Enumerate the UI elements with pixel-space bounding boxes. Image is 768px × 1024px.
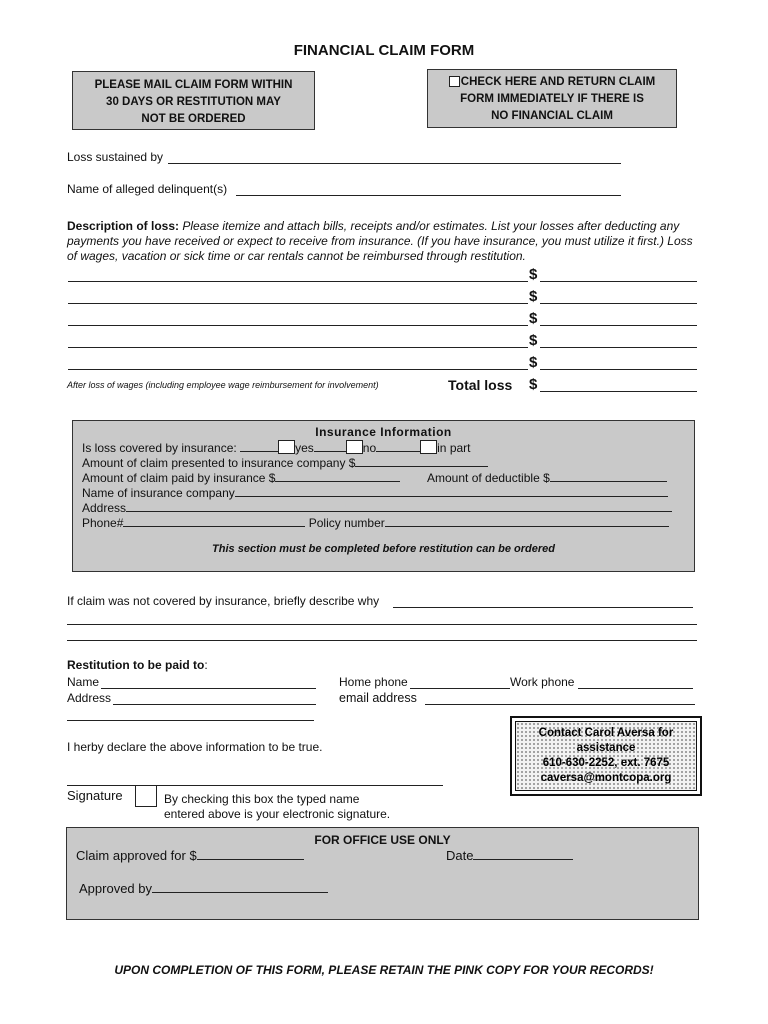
claim-approved-label: Claim approved for $ bbox=[76, 848, 197, 863]
delinquent-label: Name of alleged delinquent(s) bbox=[67, 182, 228, 196]
yes-checkbox[interactable] bbox=[278, 440, 295, 454]
approved-by-label: Approved by bbox=[79, 881, 152, 896]
loss-item-dollar-1: $ bbox=[529, 266, 538, 283]
contact-line-2: assistance bbox=[576, 742, 636, 754]
contact-email[interactable]: caversa@montcopa.org bbox=[540, 772, 672, 784]
date-row bbox=[446, 848, 573, 863]
wages-note: After loss of wages (including employee wage reimbursement for involvement) bbox=[67, 380, 379, 390]
paid-label: Amount of claim paid by insurance $ bbox=[82, 471, 276, 485]
restitution-heading: Restitution to be paid to bbox=[67, 658, 205, 672]
insurance-note: This section must be completed before restitution can be ordered bbox=[212, 543, 555, 555]
insurance-section bbox=[72, 420, 695, 572]
loss-item-amount-1[interactable] bbox=[540, 281, 697, 282]
description-label: Description of loss: bbox=[67, 219, 180, 233]
restitution-colon: : bbox=[204, 658, 208, 672]
description-text: Please itemize and attach bills, receipts and/or estimates. List your losses after deducting any payments you have received or expect to receive from insurance. (If you have insurance, you must utilize it first.) Loss of wages, vacation or sick time or car rentals cannot be reimbursed through restitution. bbox=[67, 219, 693, 263]
no-claim-line-2: FORM IMMEDIATELY IF THERE IS bbox=[460, 93, 644, 105]
loss-item-amount-4[interactable] bbox=[540, 347, 697, 348]
loss-item-dollar-3: $ bbox=[529, 310, 538, 327]
presented-label: Amount of claim presented to insurance company $ bbox=[82, 456, 356, 470]
declaration-text: I herby declare the above information to be true. bbox=[67, 740, 323, 754]
esign-text bbox=[164, 792, 390, 822]
not-covered-label: If claim was not covered by insurance, briefly describe why bbox=[67, 594, 380, 608]
total-loss-field[interactable] bbox=[540, 391, 697, 392]
rest-name-label: Name bbox=[67, 675, 100, 689]
policy-field[interactable] bbox=[385, 515, 669, 527]
paid-row bbox=[82, 470, 400, 485]
company-field[interactable] bbox=[235, 485, 668, 497]
loss-item-dollar-4: $ bbox=[529, 332, 538, 349]
policy-label: Policy number bbox=[308, 516, 385, 530]
loss-item-line-2[interactable] bbox=[68, 303, 528, 304]
typed-name-field[interactable] bbox=[67, 785, 443, 786]
covered-fill-3 bbox=[376, 440, 420, 452]
date-field[interactable] bbox=[473, 848, 573, 860]
contact-box bbox=[510, 716, 702, 796]
form-title: FINANCIAL CLAIM FORM bbox=[293, 42, 475, 59]
loss-item-dollar-2: $ bbox=[529, 288, 538, 305]
ins-address-row bbox=[82, 500, 672, 515]
not-covered-field-2[interactable] bbox=[67, 624, 697, 625]
loss-item-line-1[interactable] bbox=[68, 281, 528, 282]
no-claim-notice-box bbox=[427, 69, 677, 128]
phone-label: Phone# bbox=[82, 516, 124, 530]
no-checkbox[interactable] bbox=[346, 440, 363, 454]
footer-note: UPON COMPLETION OF THIS FORM, PLEASE RETAIN THE PINK COPY FOR YOUR RECORDS! bbox=[114, 963, 654, 977]
deductible-row bbox=[427, 470, 667, 485]
loss-item-dollar-5: $ bbox=[529, 354, 538, 371]
not-covered-field-1[interactable] bbox=[393, 607, 693, 608]
loss-item-line-3[interactable] bbox=[68, 325, 528, 326]
rest-name-field[interactable] bbox=[101, 688, 316, 689]
loss-sustained-field[interactable] bbox=[168, 163, 621, 164]
loss-item-line-5[interactable] bbox=[68, 369, 528, 370]
no-claim-checkbox[interactable] bbox=[449, 76, 460, 87]
contact-line-1: Contact Carol Aversa for bbox=[538, 727, 674, 739]
contact-line-3: 610-630-2252, ext. 7675 bbox=[542, 757, 670, 769]
contact-inner bbox=[515, 721, 697, 791]
description-block bbox=[67, 219, 697, 264]
no-label: no bbox=[362, 441, 377, 455]
loss-item-line-4[interactable] bbox=[68, 347, 528, 348]
rest-address-field-2[interactable] bbox=[67, 720, 314, 721]
rest-address-field[interactable] bbox=[113, 704, 316, 705]
approved-by-field[interactable] bbox=[152, 881, 328, 893]
not-covered-field-3[interactable] bbox=[67, 640, 697, 641]
covered-fill-1 bbox=[240, 440, 278, 452]
no-claim-line-3: NO FINANCIAL CLAIM bbox=[491, 110, 613, 122]
covered-label: Is loss covered by insurance: bbox=[82, 441, 237, 455]
ins-address-field[interactable] bbox=[126, 500, 672, 512]
loss-item-amount-2[interactable] bbox=[540, 303, 697, 304]
mail-notice-line-3: NOT BE ORDERED bbox=[141, 113, 246, 125]
mail-notice-line-1: PLEASE MAIL CLAIM FORM WITHIN bbox=[94, 79, 293, 91]
mail-notice-box bbox=[72, 71, 315, 130]
esign-line-2: entered above is your electronic signature. bbox=[164, 807, 391, 821]
email-label: email address bbox=[339, 691, 417, 705]
total-loss-dollar: $ bbox=[529, 376, 538, 393]
presented-row bbox=[82, 455, 488, 470]
mail-notice-line-2: 30 DAYS OR RESTITUTION MAY bbox=[106, 96, 281, 108]
claim-approved-row bbox=[76, 848, 304, 863]
work-phone-label: Work phone bbox=[510, 675, 575, 689]
office-use-section bbox=[66, 827, 699, 920]
insurance-heading: Insurance Information bbox=[315, 425, 452, 439]
loss-item-amount-3[interactable] bbox=[540, 325, 697, 326]
claim-approved-field[interactable] bbox=[197, 848, 304, 860]
esign-checkbox[interactable] bbox=[135, 785, 157, 807]
deductible-label: Amount of deductible $ bbox=[427, 471, 550, 485]
ins-address-label: Address bbox=[82, 501, 127, 515]
company-label: Name of insurance company bbox=[82, 486, 235, 500]
company-row bbox=[82, 485, 668, 500]
work-phone-field[interactable] bbox=[578, 688, 693, 689]
phone-field[interactable] bbox=[123, 515, 305, 527]
office-heading: FOR OFFICE USE ONLY bbox=[314, 833, 451, 847]
deductible-field[interactable] bbox=[550, 470, 667, 482]
loss-sustained-label: Loss sustained by bbox=[67, 150, 164, 164]
restitution-heading-row bbox=[67, 658, 208, 672]
no-claim-text-1: CHECK HERE AND RETURN CLAIM bbox=[460, 76, 656, 88]
loss-item-amount-5[interactable] bbox=[540, 369, 697, 370]
total-loss-label: Total loss bbox=[448, 377, 513, 393]
no-claim-line-1 bbox=[428, 74, 676, 91]
email-field[interactable] bbox=[425, 704, 695, 705]
approved-by-row bbox=[79, 881, 328, 896]
delinquent-field[interactable] bbox=[236, 195, 621, 196]
paid-field[interactable] bbox=[275, 470, 400, 482]
insurance-covered-row bbox=[82, 440, 471, 455]
signature-label: Signature bbox=[67, 788, 123, 803]
in-part-label: in part bbox=[437, 441, 471, 455]
covered-fill-2 bbox=[314, 440, 346, 452]
yes-label: yes bbox=[295, 441, 314, 455]
rest-address-label: Address bbox=[67, 691, 112, 705]
in-part-checkbox[interactable] bbox=[420, 440, 437, 454]
date-label: Date bbox=[446, 848, 474, 863]
phone-row bbox=[82, 515, 669, 530]
home-phone-label: Home phone bbox=[339, 675, 408, 689]
home-phone-field[interactable] bbox=[410, 688, 510, 689]
esign-line-1: By checking this box the typed name bbox=[164, 792, 360, 806]
presented-field[interactable] bbox=[355, 455, 488, 467]
